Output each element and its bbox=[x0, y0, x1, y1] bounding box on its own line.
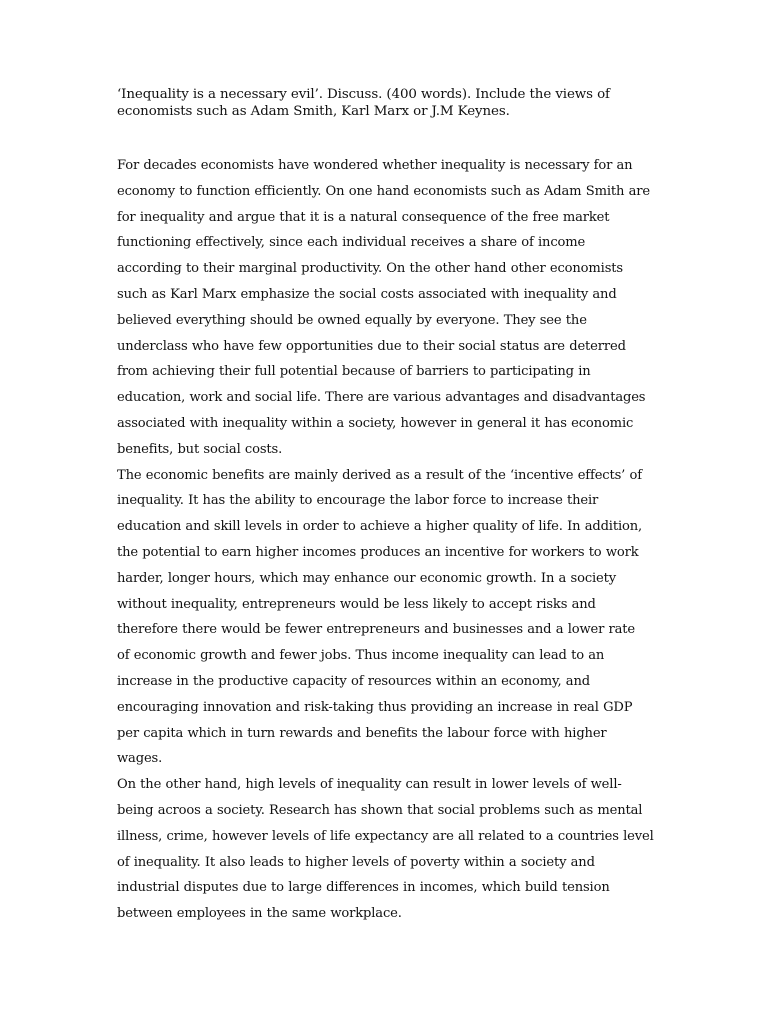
essay-title bbox=[117, 86, 677, 120]
essay-title-line: ‘Inequality is a necessary evil’. Discuss. (400 words). Include the views of bbox=[117, 87, 610, 102]
paragraph-economic-benefits bbox=[117, 463, 677, 773]
text-line: of inequality. It also leads to higher levels of poverty within a society and bbox=[117, 854, 595, 870]
text-line: economy to function efficiently. On one hand economists such as Adam Smith are bbox=[117, 183, 650, 199]
text-line: For decades economists have wondered whether inequality is necessary for an bbox=[117, 158, 633, 173]
essay-body bbox=[117, 153, 677, 927]
text-line: associated with inequality within a society, however in general it has economic bbox=[117, 415, 634, 431]
text-line: according to their marginal productivity. On the other hand other economists bbox=[117, 261, 623, 277]
text-line: without inequality, entrepreneurs would be less likely to accept risks and bbox=[117, 596, 596, 612]
text-line: industrial disputes due to large differences in incomes, which build tension bbox=[117, 880, 610, 896]
text-line: for inequality and argue that it is a natural consequence of the free market bbox=[117, 209, 610, 225]
text-line: from achieving their full potential because of barriers to participating in bbox=[117, 364, 591, 380]
text-line: being acroos a society. Research has shown that social problems such as mental bbox=[117, 802, 643, 818]
text-line: believed everything should be owned equally by everyone. They see the bbox=[117, 312, 587, 328]
text-line: harder, longer hours, which may enhance our economic growth. In a society bbox=[117, 570, 617, 586]
text-line: functioning effectively, since each individual receives a share of income bbox=[117, 235, 586, 251]
text-line: increase in the productive capacity of resources within an economy, and bbox=[117, 673, 590, 689]
text-line: On the other hand, high levels of inequality can result in lower levels of well- bbox=[117, 777, 622, 793]
document-page bbox=[117, 86, 677, 927]
text-line: illness, crime, however levels of life expectancy are all related to a countries level bbox=[117, 828, 654, 844]
text-line: underclass who have few opportunities due to their social status are deterred bbox=[117, 338, 626, 354]
text-line: between employees in the same workplace. bbox=[117, 906, 402, 922]
text-line: wages. bbox=[117, 751, 163, 767]
text-line: education and skill levels in order to achieve a higher quality of life. In addition, bbox=[117, 519, 643, 535]
text-line: inequality. It has the ability to encourage the labor force to increase their bbox=[117, 493, 599, 509]
text-line: of economic growth and fewer jobs. Thus income inequality can lead to an bbox=[117, 648, 605, 664]
text-line: encouraging innovation and risk-taking thus providing an increase in real GDP bbox=[117, 699, 633, 715]
paragraph-social-costs bbox=[117, 772, 677, 927]
text-line: such as Karl Marx emphasize the social costs associated with inequality and bbox=[117, 286, 617, 302]
text-line: therefore there would be fewer entrepreneurs and businesses and a lower rate bbox=[117, 622, 636, 638]
text-line: The economic benefits are mainly derived as a result of the ‘incentive effects’ of bbox=[117, 467, 642, 483]
paragraph-introduction bbox=[117, 153, 677, 463]
text-line: per capita which in turn rewards and benefits the labour force with higher bbox=[117, 725, 607, 741]
text-line: benefits, but social costs. bbox=[117, 441, 283, 457]
essay-title-line: economists such as Adam Smith, Karl Marx or J.M Keynes. bbox=[117, 104, 510, 119]
text-line: the potential to earn higher incomes produces an incentive for workers to work bbox=[117, 544, 639, 560]
text-line: education, work and social life. There are various advantages and disadvantages bbox=[117, 390, 646, 406]
